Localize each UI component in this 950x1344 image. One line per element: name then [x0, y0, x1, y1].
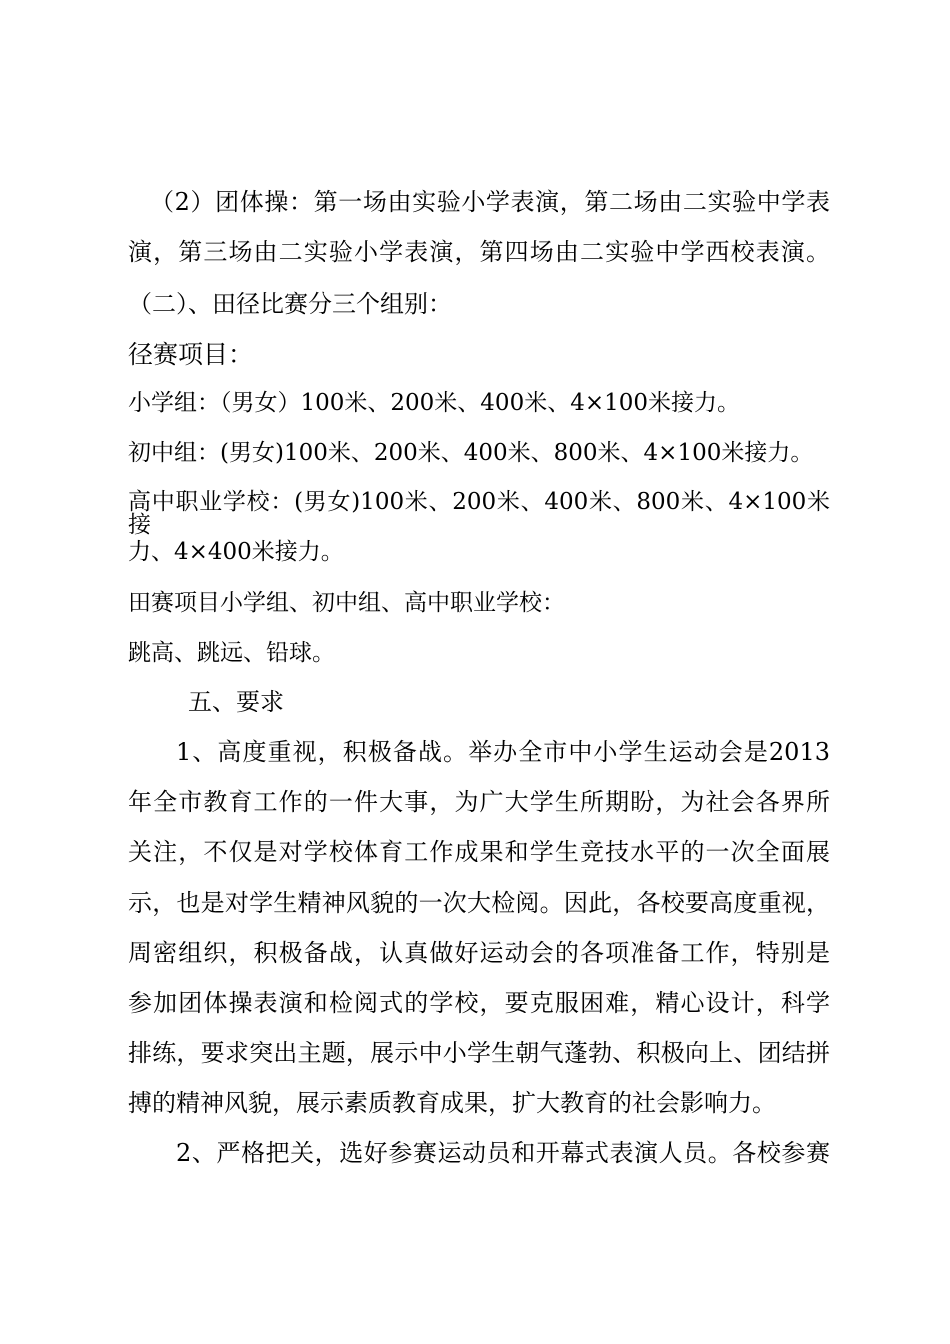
- text-line-senior-group-cont: 力、4×400米接力。: [128, 539, 344, 565]
- text-line-req1-start: 1、高度重视，积极备战。举办全市中小学生运动会是2013: [176, 738, 830, 766]
- text-line-req1-5: 周密组织，积极备战，认真做好运动会的各项准备工作，特别是: [128, 939, 830, 967]
- text-line-req1-7: 排练，要求突出主题，展示中小学生朝气蓬勃、积极向上、团结拼: [128, 1039, 830, 1067]
- section-heading-track-groups: （二）、田径比赛分三个组别：: [128, 290, 452, 318]
- subheading-track-events: 径赛项目：: [128, 340, 254, 369]
- text-line-req1-4: 示，也是对学生精神风貌的一次大检阅。因此，各校要高度重视，: [128, 889, 830, 917]
- text-line-field-items: 跳高、跳远、铅球。: [128, 640, 335, 666]
- text-line-req1-end: 搏的精神风貌，展示素质教育成果，扩大教育的社会影响力。: [128, 1089, 776, 1117]
- text-line-field-events: 田赛项目小学组、初中组、高中职业学校：: [128, 590, 565, 616]
- text-line-1: （2）团体操：第一场由实验小学表演，第二场由二实验中学表: [150, 188, 830, 216]
- text-line-req1-2: 年全市教育工作的一件大事，为广大学生所期盼，为社会各界所: [128, 788, 830, 816]
- text-line-2: 演，第三场由二实验小学表演，第四场由二实验中学西校表演。: [128, 238, 830, 266]
- text-line-primary-group: 小学组：（男女）100米、200米、400米、4×100米接力。: [128, 390, 741, 416]
- text-line-req1-6: 参加团体操表演和检阅式的学校，要克服困难，精心设计，科学: [128, 989, 830, 1017]
- text-line-req1-3: 关注，不仅是对学校体育工作成果和学生竞技水平的一次全面展: [128, 838, 830, 866]
- text-line-senior-group: 高中职业学校：(男女)100米、200米、400米、800米、4×100米接: [128, 489, 830, 538]
- text-line-junior-group: 初中组：(男女)100米、200米、400米、800米、4×100米接力。: [128, 440, 814, 466]
- text-line-req2-start: 2、严格把关，选好参赛运动员和开幕式表演人员。各校参赛: [176, 1139, 830, 1167]
- section-heading-requirements: 五、要求: [188, 688, 284, 716]
